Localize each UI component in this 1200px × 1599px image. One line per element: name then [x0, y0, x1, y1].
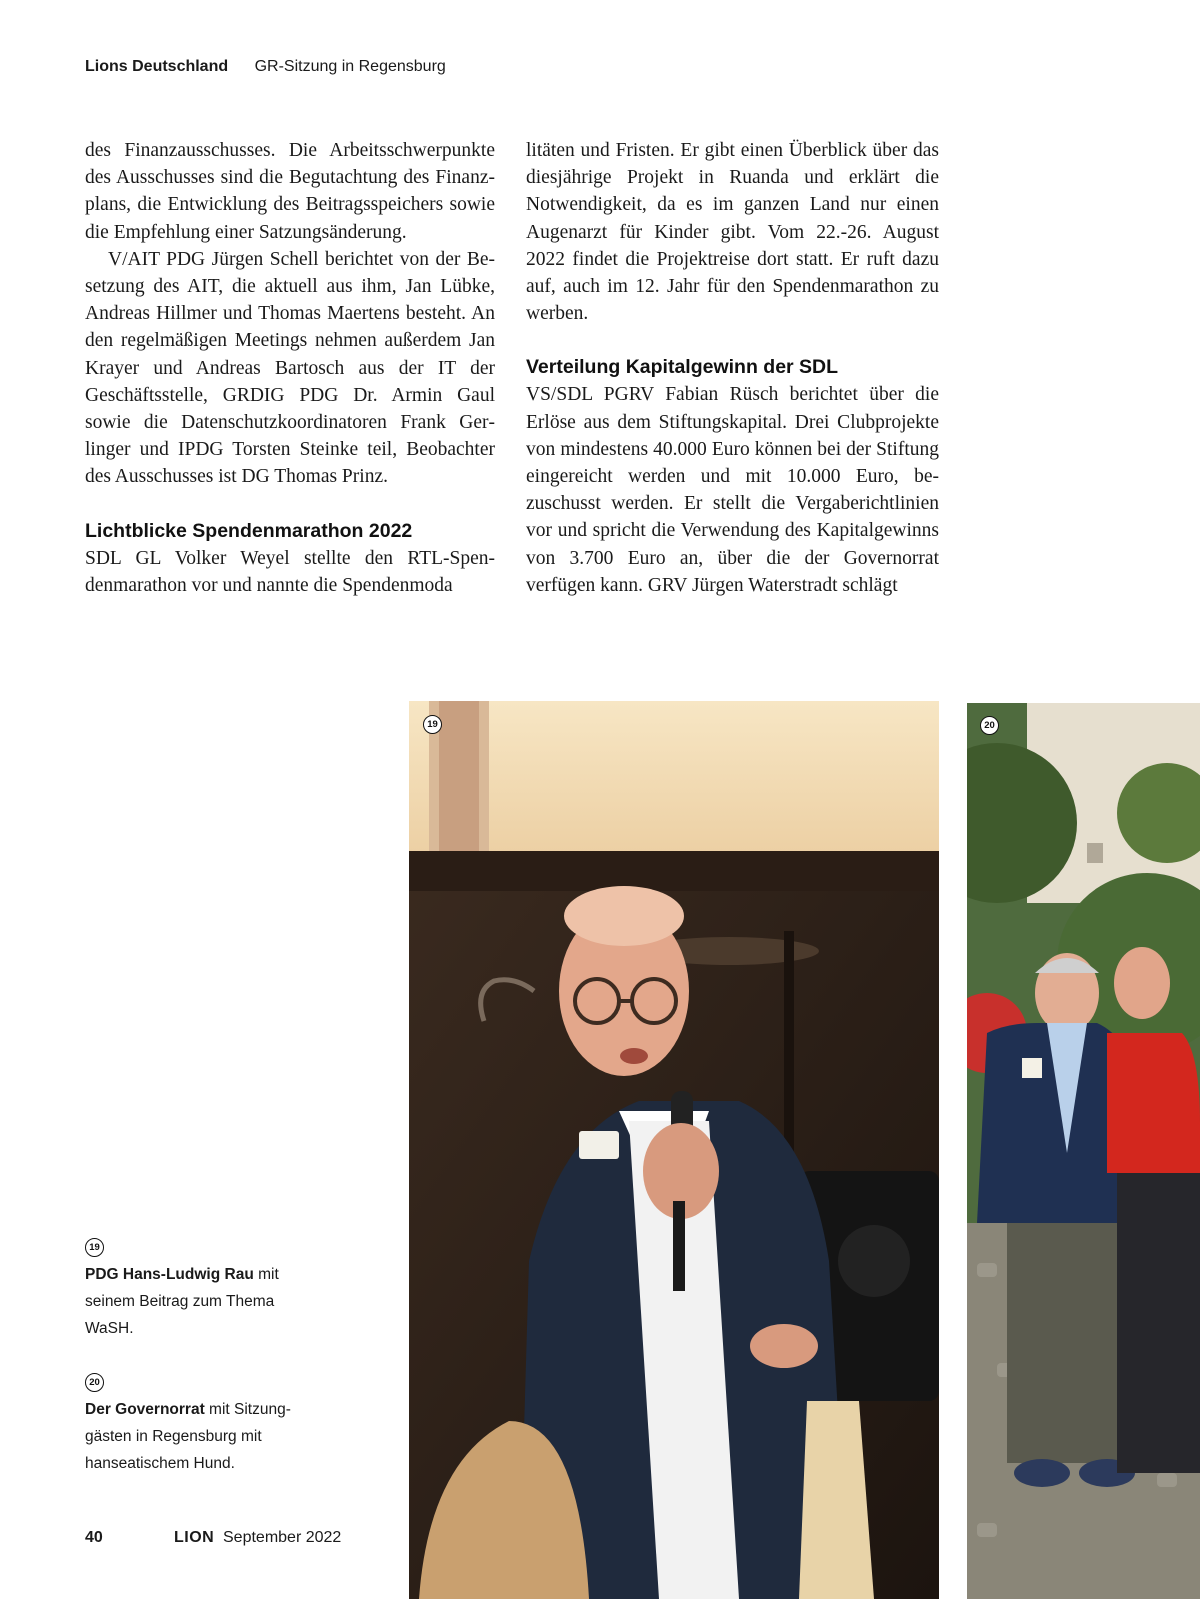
caption-number-badge: 19 — [85, 1238, 104, 1257]
paragraph: V/AIT PDG Jürgen Schell berichtet von der Besetzung des AIT, die aktuell aus ihm, Jan Lübke, Andreas Hillmer und Thomas Maertens besteht. An den regelmäßigen Meetings nehmen außerdem Jan Krayer und Andreas Bartosch aus der IT der Geschäftsstelle, GRDIG PDG Dr. Armin Gaul sowie die Datenschutzkoordinatoren Frank Gerlinger und IPDG Torsten Steinke teil, Beobachter des Ausschusses ist DG Thomas Prinz. — [85, 248, 495, 488]
page-footer — [85, 1529, 342, 1547]
photo-speaker — [409, 701, 939, 1599]
caption-bold: PDG Hans-Ludwig Rau — [85, 1266, 254, 1283]
photo-number-badge: 20 — [980, 716, 999, 735]
issue-date: September 2022 — [223, 1529, 342, 1546]
caption-text — [85, 1261, 325, 1342]
paragraph: VS/SDL PGRV Fabian Rüsch berichtet über die Erlöse aus dem Stiftungskapital. Drei Clubprojekte von mindestens 40.000 Euro können bei der Stiftung eingereicht werden und mit 10.000 Euro, bezuschusst werden. Er stellt die Vergaberichtlinien vor und spricht die Verwendung des Kapitalgewinns von 3.700 Euro an, über die der Governorrat verfügen kann. GRV Jürgen Waterstradt schlägt — [526, 384, 939, 596]
caption-text — [85, 1396, 325, 1477]
caption-rest: mit seinem Beitrag zum Thema WaSH. — [85, 1266, 279, 1337]
photo-speaker-illustration — [409, 701, 939, 1599]
paragraph: litäten und Fristen. Er gibt einen Überblick über das diesjährige Projekt in Ruanda und erklärt die Notwendigkeit, da es im ganzen Land nur einen Augenarzt für Kinder gibt. Vom 22.-26. August 2022 findet die Projektreise dort statt. Er ruft dazu auf, auch im 12. Jahr für den Spendenmarathon zu werben. — [526, 140, 939, 325]
article-column-right — [526, 137, 939, 599]
page-number: 40 — [85, 1529, 103, 1546]
paragraph: des Finanzausschusses. Die Arbeitsschwerpunkte des Ausschusses sind die Begutachtung des Finanzplans, die Entwicklung des Beitragsspeichers sowie die Empfehlung einer Satzungsänderung. — [85, 140, 495, 243]
magazine-name: LION — [174, 1529, 215, 1546]
section-heading: Verteilung Kapitalgewinn der SDL — [526, 356, 839, 379]
article-column-left — [85, 137, 495, 599]
photo-caption-20 — [85, 1367, 325, 1477]
header-topic: GR-Sitzung in Regensburg — [254, 58, 446, 75]
caption-bold: Der Governorrat — [85, 1401, 205, 1418]
header-section: Lions Deutschland — [85, 58, 229, 75]
photo-caption-19 — [85, 1232, 325, 1342]
section-heading: Lichtblicke Spendenmarathon 2022 — [85, 519, 413, 542]
photo-number-badge: 19 — [423, 715, 442, 734]
running-header — [85, 58, 446, 76]
photo-group — [967, 703, 1200, 1599]
caption-rest: mit Sitzunggästen in Regensburg mit hanseatischem Hund. — [85, 1401, 291, 1472]
photo-group-illustration — [967, 703, 1200, 1599]
paragraph: SDL GL Volker Weyel stellte den RTL-Spendenmarathon vor und nannte die Spendenmoda — [85, 547, 495, 596]
caption-number-badge: 20 — [85, 1373, 104, 1392]
